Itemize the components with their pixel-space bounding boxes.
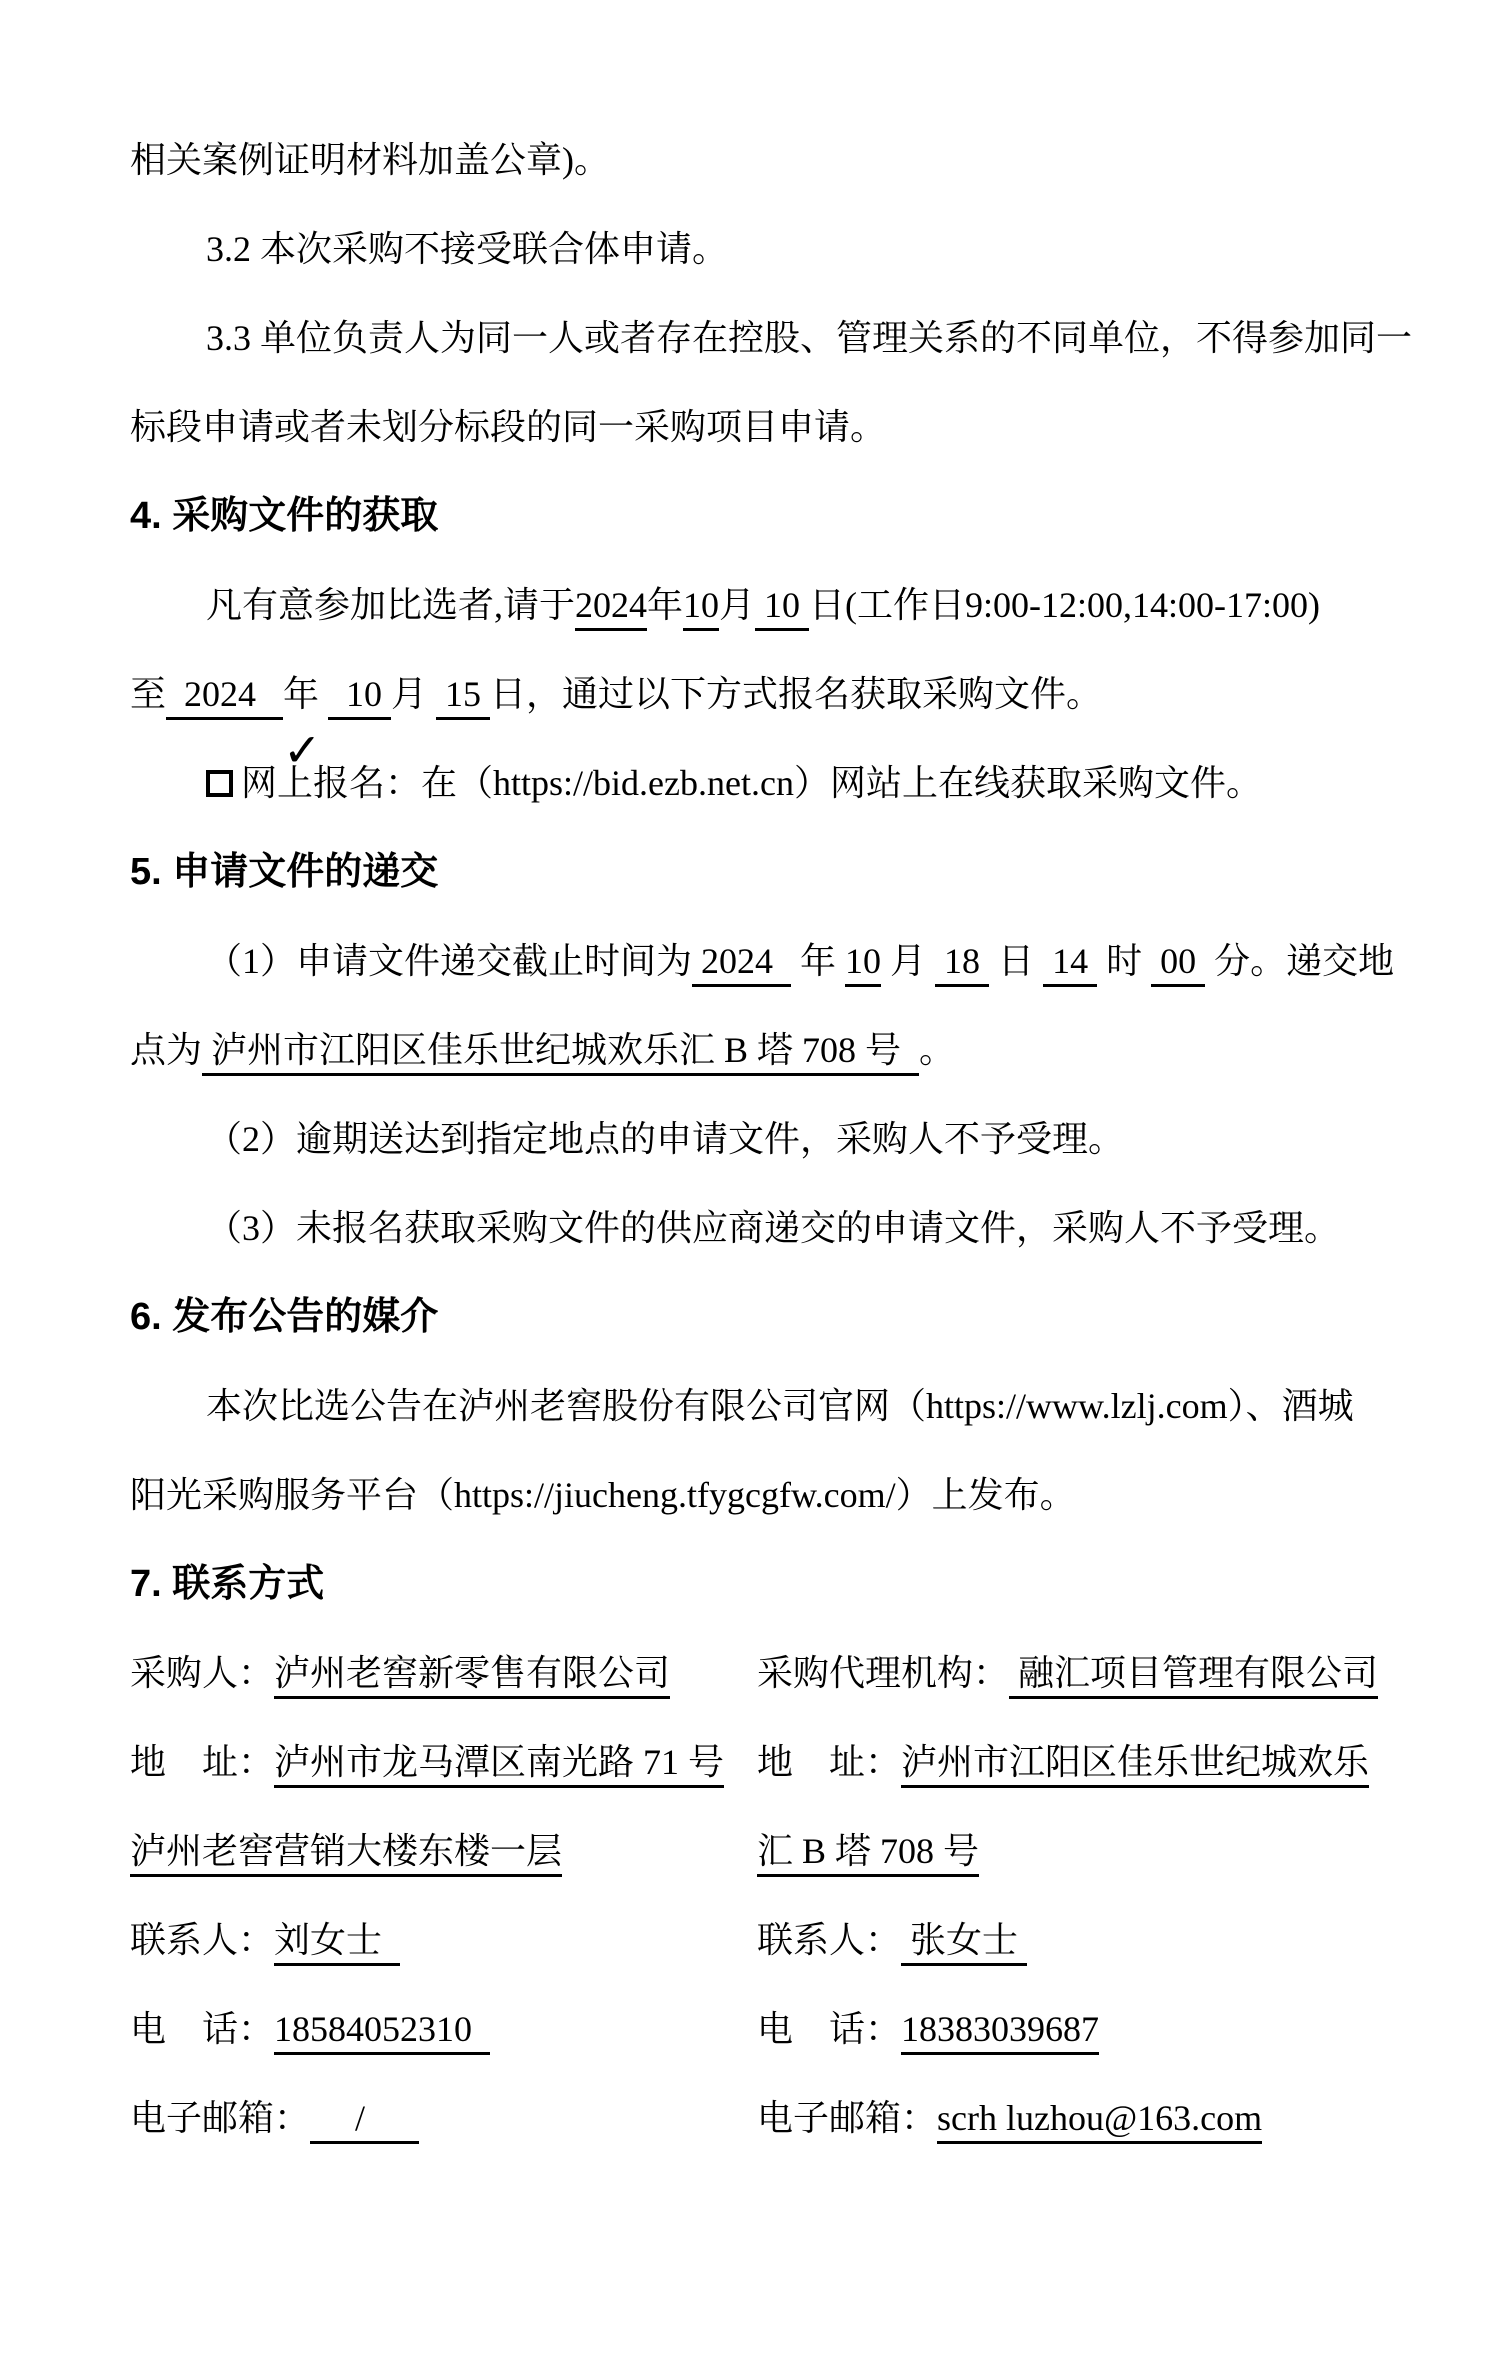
contact-left-cell bbox=[130, 1896, 400, 1985]
text-run: （3）未报名获取采购文件的供应商递交的申请文件，采购人不予受理。 bbox=[206, 1208, 1341, 1248]
text-run: 日，通过以下方式报名获取采购文件。 bbox=[490, 674, 1103, 714]
underlined-text: 2024 bbox=[166, 674, 283, 720]
document-line bbox=[130, 650, 1430, 739]
document-line bbox=[130, 205, 1430, 294]
underlined-text: / bbox=[310, 2098, 419, 2144]
underlined-text: 泸州市江阳区佳乐世纪城欢乐汇 B 塔 708 号 bbox=[202, 1030, 919, 1076]
text-run: 6. 发布公告的媒介 bbox=[130, 1296, 439, 1338]
text-run: 本次比选公告在泸州老窖股份有限公司官网（https://www.lzlj.com）、酒城 bbox=[206, 1386, 1354, 1426]
underlined-text: 10 bbox=[328, 674, 391, 720]
document-line bbox=[130, 1362, 1430, 1451]
text-run: 联系人： bbox=[757, 1920, 902, 1960]
section-heading bbox=[130, 1273, 1430, 1362]
section-heading bbox=[130, 828, 1430, 917]
text-run: 年 bbox=[283, 674, 329, 714]
underlined-text: scrh luzhou@163.com bbox=[937, 2098, 1262, 2144]
text-run: 7. 联系方式 bbox=[130, 1563, 325, 1605]
contact-right-cell bbox=[757, 1629, 1378, 1718]
contact-row bbox=[130, 2074, 1430, 2163]
text-run: 采购人： bbox=[130, 1653, 275, 1693]
text-run: 采购代理机构： bbox=[757, 1653, 1010, 1693]
underlined-text: 融汇项目管理有限公司 bbox=[1009, 1653, 1378, 1699]
checked-checkbox-icon bbox=[206, 723, 322, 797]
text-run: 5. 申请文件的递交 bbox=[130, 851, 439, 893]
text-run: 分。递交地 bbox=[1205, 941, 1395, 981]
text-run: 联系人： bbox=[130, 1920, 275, 1960]
document-line bbox=[130, 1095, 1430, 1184]
text-run: 年 bbox=[647, 585, 684, 625]
contact-row bbox=[130, 1985, 1430, 2074]
contact-right-cell bbox=[757, 1896, 1027, 1985]
document-line bbox=[130, 1451, 1430, 1540]
text-run: 4. 采购文件的获取 bbox=[130, 495, 439, 537]
contact-right-cell bbox=[757, 2074, 1262, 2163]
text-run: 时 bbox=[1097, 941, 1152, 981]
text-run: 月 bbox=[719, 585, 756, 625]
contact-row bbox=[130, 1896, 1430, 1985]
text-run: 月 bbox=[391, 674, 437, 714]
underlined-text: 00 bbox=[1151, 941, 1205, 987]
underlined-text: 泸州市江阳区佳乐世纪城欢乐 bbox=[901, 1742, 1369, 1788]
underlined-text: 2024 bbox=[575, 585, 647, 631]
contact-left-cell bbox=[130, 1985, 490, 2074]
text-run: 电 话： bbox=[757, 2009, 902, 2049]
text-run: 点为 bbox=[130, 1030, 203, 1070]
underlined-text: 18 bbox=[935, 941, 989, 987]
text-run: 标段申请或者未划分标段的同一采购项目申请。 bbox=[130, 407, 887, 447]
document-line bbox=[130, 294, 1430, 383]
text-run: 年 bbox=[791, 941, 846, 981]
underlined-text: 张女士 bbox=[901, 1920, 1027, 1966]
underlined-text: 18584052310 bbox=[274, 2009, 490, 2055]
underlined-text: 10 bbox=[683, 585, 719, 631]
text-run: 3.3 单位负责人为同一人或者存在控股、管理关系的不同单位，不得参加同一 bbox=[206, 318, 1413, 358]
text-run: 网上报名：在（https://bid.ezb.net.cn）网站上在线获取采购文件。 bbox=[241, 763, 1262, 803]
contact-right-cell bbox=[757, 1985, 1099, 2074]
text-run: 凡有意参加比选者,请于 bbox=[206, 585, 576, 625]
text-run: （1）申请文件递交截止时间为 bbox=[206, 941, 693, 981]
contact-row bbox=[130, 1807, 1430, 1896]
text-run: （2）逾期送达到指定地点的申请文件，采购人不予受理。 bbox=[206, 1119, 1125, 1159]
contact-right-cell bbox=[757, 1807, 979, 1896]
document-line bbox=[130, 1006, 1430, 1095]
text-run: 电子邮箱： bbox=[757, 2098, 938, 2138]
contact-left-cell bbox=[130, 2074, 419, 2163]
document-line bbox=[130, 561, 1430, 650]
contact-left-cell bbox=[130, 1718, 724, 1807]
underlined-text: 15 bbox=[436, 674, 490, 720]
underlined-text: 10 bbox=[755, 585, 809, 631]
underlined-text: 泸州市龙马潭区南光路 71 号 bbox=[274, 1742, 724, 1788]
underlined-text: 18383039687 bbox=[901, 2009, 1099, 2055]
text-run: 相关案例证明材料加盖公章)。 bbox=[130, 140, 610, 180]
text-run: 3.2 本次采购不接受联合体申请。 bbox=[206, 229, 729, 269]
document-line bbox=[130, 1184, 1430, 1273]
text-run: 日 bbox=[989, 941, 1044, 981]
text-run: 电子邮箱： bbox=[130, 2098, 311, 2138]
contact-left-cell bbox=[130, 1629, 670, 1718]
text-run: 地 址： bbox=[130, 1742, 275, 1782]
section-heading bbox=[130, 1540, 1430, 1629]
section-heading bbox=[130, 472, 1430, 561]
underlined-text: 10 bbox=[845, 941, 881, 987]
check-mark: ✓ bbox=[283, 723, 322, 777]
text-run: 。 bbox=[919, 1030, 956, 1070]
underlined-text: 14 bbox=[1043, 941, 1097, 987]
underlined-text: 泸州老窖营销大楼东楼一层 bbox=[130, 1831, 562, 1877]
contact-left-cell bbox=[130, 1807, 562, 1896]
underlined-text: 泸州老窖新零售有限公司 bbox=[274, 1653, 670, 1699]
underlined-text: 2024 bbox=[692, 941, 791, 987]
text-run: 至 bbox=[130, 674, 167, 714]
text-run: 阳光采购服务平台（https://jiucheng.tfygcgfw.com/）上发布。 bbox=[130, 1475, 1076, 1515]
contact-row bbox=[130, 1629, 1430, 1718]
document-line bbox=[130, 383, 1430, 472]
text-run: 电 话： bbox=[130, 2009, 275, 2049]
text-run: 地 址： bbox=[757, 1742, 902, 1782]
document-line bbox=[130, 116, 1430, 205]
text-run: 日(工作日9:00-12:00,14:00-17:00) bbox=[809, 585, 1321, 625]
underlined-text: 汇 B 塔 708 号 bbox=[757, 1831, 979, 1877]
text-run: 月 bbox=[881, 941, 936, 981]
underlined-text: 刘女士 bbox=[274, 1920, 400, 1966]
contact-right-cell bbox=[757, 1718, 1369, 1807]
document-line bbox=[130, 723, 1430, 828]
document-line bbox=[130, 917, 1430, 1006]
contact-row bbox=[130, 1718, 1430, 1807]
